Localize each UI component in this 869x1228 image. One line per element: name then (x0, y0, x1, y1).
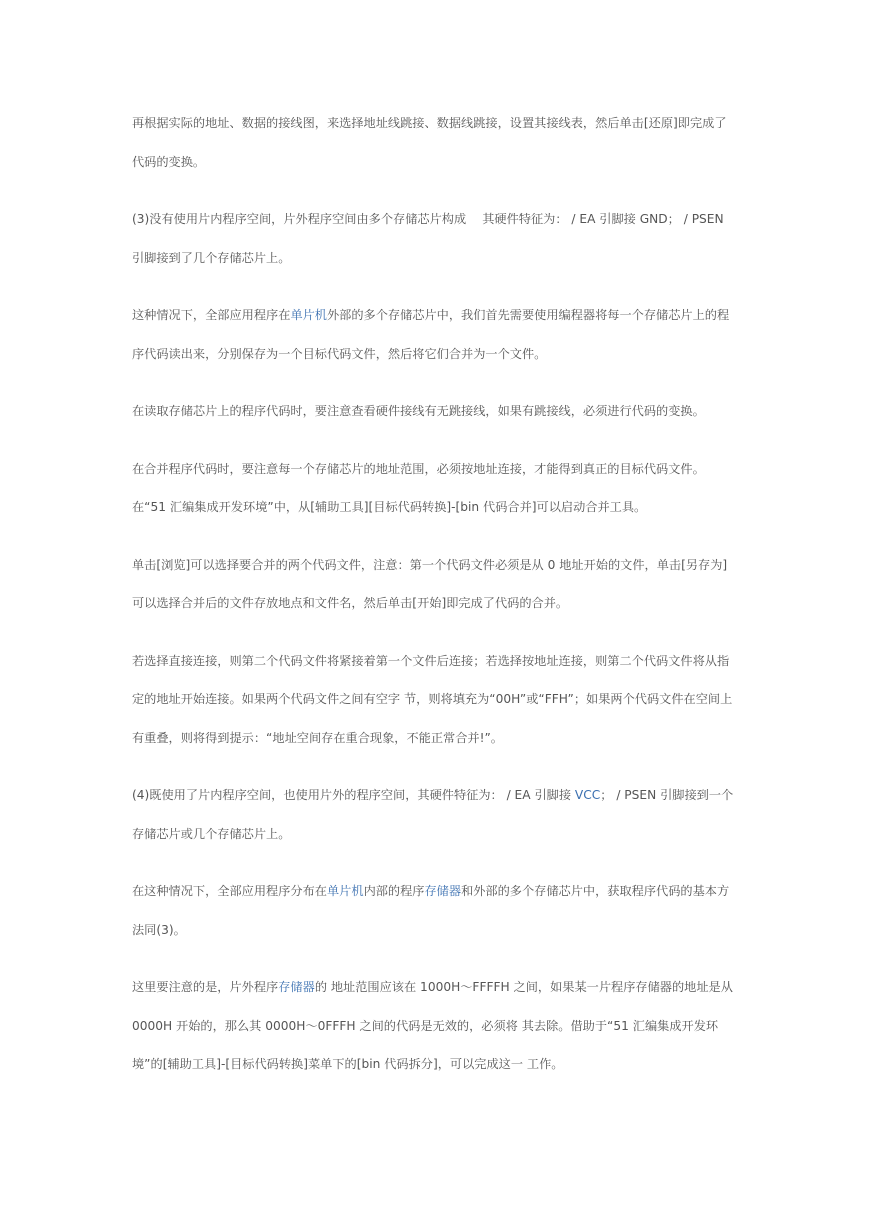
paragraph-case-3-heading (132, 200, 738, 277)
paragraph-text: 的 地址范围应该在 1000H～FFFFH 之间，如果某一片程序存储器的地址是从 0000H 开始的，那么其 0000H～0FFFH 之间的代码是无效的，必须将 其去除。借助于“51 汇编集成开发环境”的[辅助工具]-[目标代码转换]菜单下的[bin 代码拆分]，可以完成这一 工作。 (132, 980, 733, 1071)
paragraph-text: 若选择直接连接，则第二个代码文件将紧接着第一个文件后连接；若选择按地址连接，则第二个代码文件将从指定的地址开始连接。如果两个代码文件之间有空字 节，则将填充为“00H”或“FFH”；如果两个代码文件在空间上有重叠，则将得到提示：“地址空间存在重合现象，不能正常合并!”。 (132, 653, 733, 745)
paragraph-read-code-note (132, 392, 738, 431)
paragraph-text: 和外部的多个存储芯片中，获取程序代码的基本方法同(3)。 (132, 884, 730, 937)
paragraph-connection-modes (132, 642, 738, 758)
paragraph-text: 再根据实际的地址、数据的接线图，来选择地址线跳接、数据线跳接，设置其接线表，然后单击[还原]即完成了代码的变换。 (132, 116, 727, 169)
link-mcu[interactable]: 单片机 (290, 308, 327, 322)
paragraph-merge-code-note (132, 450, 738, 527)
document-body (132, 104, 738, 1103)
link-mcu[interactable]: 单片机 (327, 884, 364, 898)
paragraph-case-4-heading (132, 776, 738, 853)
paragraph-text: 在读取存储芯片上的程序代码时，要注意查看硬件接线有无跳接线，如果有跳接线，必须进行代码的变换。 (132, 404, 705, 418)
paragraph-text: 这种情况下，全部应用程序在 (132, 308, 291, 322)
paragraph-text: (4)既使用了片内程序空间，也使用片外的程序空间，其硬件特征为： / EA 引脚接 (132, 788, 575, 802)
paragraph-case-4-description (132, 872, 738, 949)
paragraph-text: ； / PSEN 引脚接到一个存储芯片或几个存储芯片上。 (132, 788, 734, 841)
paragraph-case-3-description (132, 296, 738, 373)
link-memory[interactable]: 存储器 (424, 884, 462, 898)
paragraph-code-conversion-end (132, 104, 738, 181)
paragraph-address-range-note (132, 968, 738, 1084)
link-memory[interactable]: 存储器 (278, 980, 315, 994)
link-vcc[interactable]: VCC (574, 788, 601, 802)
paragraph-text: 在这种情况下，全部应用程序分布在 (132, 884, 327, 898)
paragraph-text: (3)没有使用片内程序空间，片外程序空间由多个存储芯片构成 其硬件特征为： / EA 引脚接 GND； / PSEN 引脚接到了几个存储芯片上。 (132, 212, 724, 265)
paragraph-text: 单击[浏览]可以选择要合并的两个代码文件，注意：第一个代码文件必须是从 0 地址开始的文件，单击[另存为]可以选择合并后的文件存放地点和文件名，然后单击[开始]即完成了代码的合并。 (132, 557, 728, 610)
paragraph-text: 在合并程序代码时，要注意每一个存储芯片的地址范围，必须按地址连接，才能得到真正的目标代码文件。 在“51 汇编集成开发环境”中，从[辅助工具][目标代码转换]-[bin 代码合并]可以启动合并工具。 (132, 461, 715, 514)
paragraph-text: 这里要注意的是，片外程序 (132, 980, 279, 994)
paragraph-merge-steps (132, 546, 738, 623)
paragraph-text: 内部的程序 (363, 884, 425, 898)
paragraph-text: 外部的多个存储芯片中，我们首先需要使用编程器将每一个存储芯片上的程序代码读出来，分别保存为一个目标代码文件，然后将它们合并为一个文件。 (132, 308, 730, 361)
